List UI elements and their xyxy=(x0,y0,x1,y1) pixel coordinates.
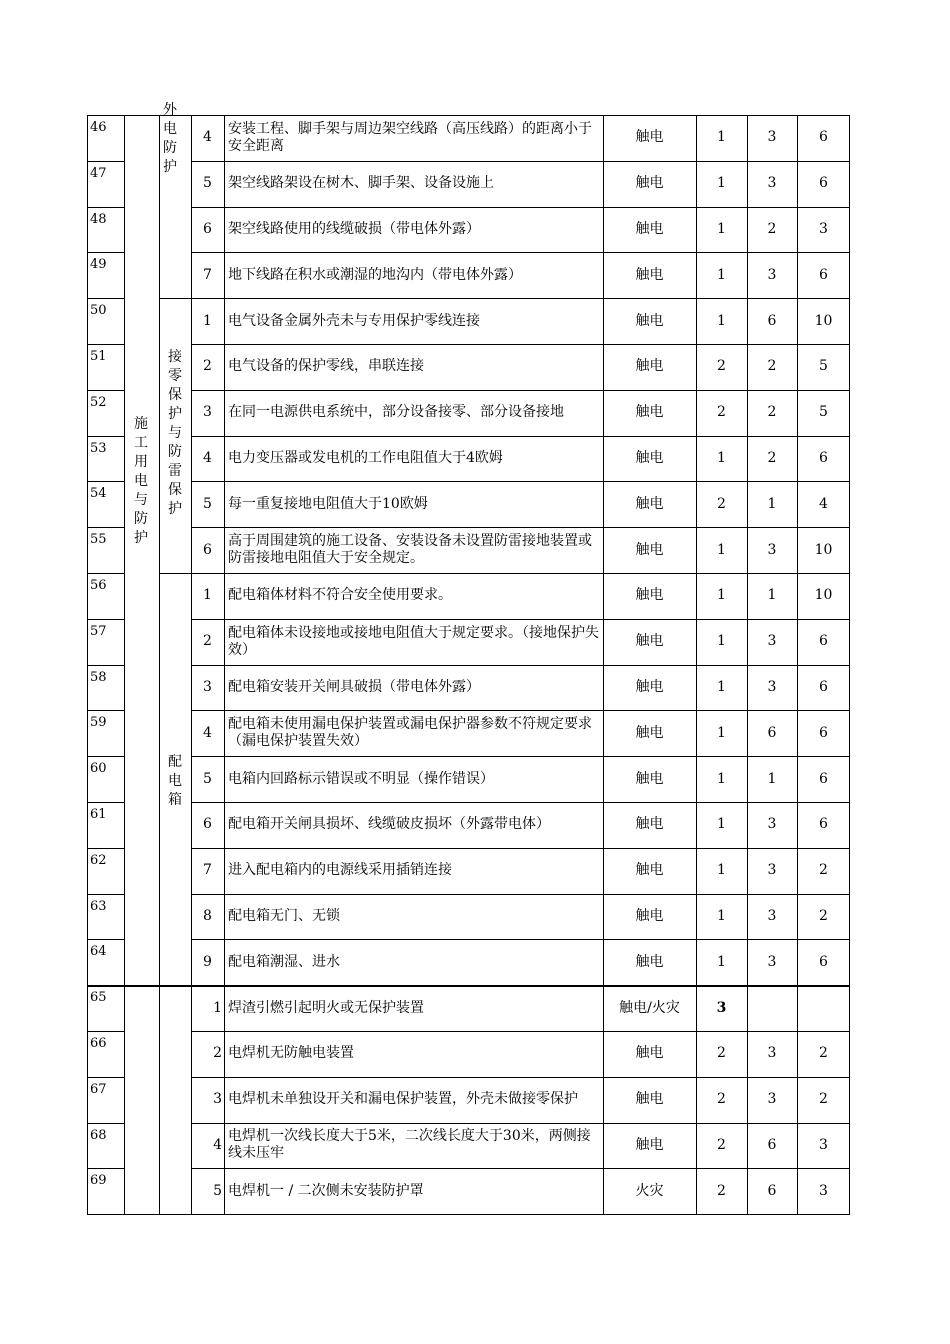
item-number: 4 xyxy=(203,129,212,146)
hazard-description: 进入配电箱内的电源线采用插销连接 xyxy=(228,862,452,879)
hazard-type: 触电 xyxy=(635,541,664,558)
score-e: 1 xyxy=(767,770,777,787)
score-l: 2 xyxy=(717,1182,726,1199)
hazard-type: 触电 xyxy=(635,678,664,695)
item-number: 9 xyxy=(203,953,212,970)
subgroup-line xyxy=(159,1214,191,1215)
hazard-type: 触电 xyxy=(635,1045,664,1062)
score-e: 3 xyxy=(767,816,777,833)
subgroup-line xyxy=(159,298,191,299)
score-e: 6 xyxy=(767,312,777,329)
score-c: 3 xyxy=(819,220,828,237)
group-label-distribution-box: 配 电 箱 xyxy=(168,754,182,808)
score-l: 1 xyxy=(717,862,726,879)
score-c: 6 xyxy=(819,953,828,970)
row-number: 69 xyxy=(90,1173,107,1189)
score-e: 3 xyxy=(767,266,777,283)
row-line-no xyxy=(87,756,124,757)
row-line-no xyxy=(87,436,124,437)
row-number: 65 xyxy=(90,990,107,1006)
score-c: 2 xyxy=(819,1045,828,1062)
hazard-type: 触电 xyxy=(635,404,664,421)
score-c: 6 xyxy=(819,449,828,466)
row-line-no xyxy=(87,298,124,299)
hazard-description: 电焊机一 / 二次侧未安装防护罩 xyxy=(228,1182,424,1199)
row-line-no xyxy=(87,710,124,711)
row-line-no xyxy=(87,344,124,345)
row-line-no xyxy=(87,1123,124,1124)
item-number: 6 xyxy=(203,541,212,558)
score-e: 3 xyxy=(767,633,777,650)
score-e: 2 xyxy=(767,449,777,466)
hazard-description: 配电箱安装开关闸具破损（带电体外露） xyxy=(228,678,480,695)
score-c: 10 xyxy=(814,312,833,329)
score-e: 3 xyxy=(767,1091,777,1108)
item-number: 1 xyxy=(203,312,212,329)
hazard-type: 触电 xyxy=(635,175,664,192)
hazard-type: 触电 xyxy=(635,907,664,924)
hazard-description: 电气设备的保护零线，串联连接 xyxy=(228,358,424,375)
hazard-description: 地下线路在积水或潮湿的地沟内（带电体外露） xyxy=(228,266,522,283)
score-e: 6 xyxy=(767,724,777,741)
hazard-type: 触电 xyxy=(635,358,664,375)
score-l: 2 xyxy=(717,1136,726,1153)
item-number: 7 xyxy=(203,266,212,283)
row-line-no xyxy=(87,1077,124,1078)
row-line-no xyxy=(87,527,124,528)
score-l: 2 xyxy=(717,495,726,512)
hazard-description: 配电箱未使用漏电保护装置或漏电保护器参数不符规定要求（漏电保护装置失效） xyxy=(228,716,592,750)
hazard-type: 火灾 xyxy=(635,1182,664,1199)
group-line xyxy=(124,115,159,116)
hazard-type: 触电 xyxy=(635,312,664,329)
row-number: 51 xyxy=(90,349,107,364)
hazard-description: 架空线路架设在树木、脚手架、设备设施上 xyxy=(228,175,494,192)
score-l: 1 xyxy=(717,541,726,558)
score-c xyxy=(797,985,850,1031)
item-number: 3 xyxy=(203,678,212,695)
score-e: 6 xyxy=(767,1136,777,1153)
item-number: 4 xyxy=(203,449,212,466)
hazard-type: 触电 xyxy=(635,724,664,741)
row-number: 49 xyxy=(90,257,107,273)
item-number: 1 xyxy=(203,587,212,604)
row-line-no xyxy=(87,252,124,253)
score-e: 3 xyxy=(767,907,777,924)
item-number: 4 xyxy=(203,724,212,741)
row-number: 64 xyxy=(90,944,107,960)
score-e xyxy=(747,985,797,1031)
row-line-no xyxy=(87,1214,124,1215)
hazard-type: 触电 xyxy=(635,129,664,146)
score-l: 2 xyxy=(717,1091,726,1108)
row-number: 67 xyxy=(90,1081,107,1097)
score-l: 1 xyxy=(717,907,726,924)
hazard-type: 触电 xyxy=(635,770,664,787)
score-e: 1 xyxy=(767,495,777,512)
hazard-description: 电焊机一次线长度大于5米，二次线长度大于30米，两侧接线未压牢 xyxy=(228,1128,591,1162)
row-line-no xyxy=(87,573,124,574)
row-line-no xyxy=(87,1031,124,1032)
score-l: 2 xyxy=(717,404,726,421)
hazard-type: 触电/火灾 xyxy=(619,999,680,1016)
group-label-construction-power: 施 工 用 电 与 防 护 xyxy=(134,416,148,546)
score-c: 10 xyxy=(814,541,833,558)
score-l: 1 xyxy=(717,129,726,146)
item-number: 3 xyxy=(203,404,212,421)
row-number: 53 xyxy=(90,440,107,456)
grid-line-cat xyxy=(159,115,160,1214)
score-l: 1 xyxy=(717,770,726,787)
hazard-type: 触电 xyxy=(635,266,664,283)
hazard-description: 电力变压器或发电机的工作电阻值大于4欧姆 xyxy=(228,449,503,466)
item-number: 5 xyxy=(203,495,212,512)
group-line xyxy=(124,1214,159,1215)
score-c: 3 xyxy=(819,1182,828,1199)
hazard-type: 触电 xyxy=(635,495,664,512)
score-c: 10 xyxy=(814,587,833,604)
score-e: 3 xyxy=(767,541,777,558)
score-l: 2 xyxy=(717,358,726,375)
group-label-external-power-protection: 外 电 防 护 xyxy=(163,102,177,175)
row-number: 61 xyxy=(90,807,107,822)
row-number: 54 xyxy=(90,486,107,502)
row-line-no xyxy=(87,619,124,620)
score-e: 3 xyxy=(767,862,777,879)
hazard-description: 高于周围建筑的施工设备、安装设备未设置防雷接地装置或防雷接地电阻值大于安全规定。 xyxy=(228,533,592,567)
row-line-no xyxy=(87,894,124,895)
item-number: 6 xyxy=(203,816,212,833)
hazard-description: 安装工程、脚手架与周边架空线路（高压线路）的距离小于安全距离 xyxy=(228,120,592,154)
score-e: 2 xyxy=(767,220,777,237)
row-line-no xyxy=(87,207,124,208)
score-e: 3 xyxy=(767,678,777,695)
score-c: 6 xyxy=(819,266,828,283)
hazard-description: 配电箱无门、无锁 xyxy=(228,907,340,924)
risk-table xyxy=(87,102,850,1215)
row-number: 46 xyxy=(90,120,107,135)
score-c: 6 xyxy=(819,724,828,741)
hazard-type: 触电 xyxy=(635,816,664,833)
hazard-description: 配电箱开关闸具损坏、线缆破皮损坏（外露带电体） xyxy=(228,816,550,833)
score-c: 6 xyxy=(819,129,828,146)
row-line-no xyxy=(87,481,124,482)
row-line-no xyxy=(87,1168,124,1169)
score-l: 1 xyxy=(717,175,726,192)
score-e: 1 xyxy=(767,587,777,604)
grid-line-no xyxy=(124,115,125,1214)
row-number: 66 xyxy=(90,1036,107,1051)
score-c: 6 xyxy=(819,816,828,833)
hazard-description: 每一重复接地电阻值大于10欧姆 xyxy=(228,495,428,512)
hazard-description: 电焊机无防触电装置 xyxy=(228,1045,354,1062)
score-l: 1 xyxy=(717,312,726,329)
item-number: 8 xyxy=(203,907,212,924)
score-c: 5 xyxy=(819,404,828,421)
hazard-description: 配电箱体材料不符合安全使用要求。 xyxy=(228,587,452,604)
hazard-type: 触电 xyxy=(635,220,664,237)
item-number: 5 xyxy=(213,1182,222,1199)
row-number: 52 xyxy=(90,394,107,410)
row-number: 59 xyxy=(90,715,107,731)
row-line-no xyxy=(87,665,124,666)
score-c: 6 xyxy=(819,175,828,192)
hazard-type: 触电 xyxy=(635,862,664,879)
row-number: 63 xyxy=(90,898,107,914)
score-l: 1 xyxy=(717,449,726,466)
item-number: 3 xyxy=(213,1091,222,1108)
row-line-no xyxy=(87,390,124,391)
hazard-description: 焊渣引燃引起明火或无保护装置 xyxy=(228,999,424,1016)
score-c: 4 xyxy=(819,495,828,512)
row-line-no xyxy=(87,939,124,940)
score-c: 2 xyxy=(819,1091,828,1108)
hazard-type: 触电 xyxy=(635,633,664,650)
score-l: 1 xyxy=(717,266,726,283)
row-number: 62 xyxy=(90,852,107,868)
hazard-description: 在同一电源供电系统中，部分设备接零、部分设备接地 xyxy=(228,404,564,421)
item-number: 4 xyxy=(213,1136,222,1153)
row-number: 50 xyxy=(90,303,107,319)
score-c: 6 xyxy=(819,633,828,650)
item-number: 5 xyxy=(203,175,212,192)
hazard-description: 配电箱潮湿、进水 xyxy=(228,953,340,970)
item-number: 2 xyxy=(213,1045,222,1062)
hazard-description: 电气设备金属外壳未与专用保护零线连接 xyxy=(228,312,480,329)
score-l: 1 xyxy=(717,816,726,833)
hazard-type: 触电 xyxy=(635,953,664,970)
score-l: 1 xyxy=(717,724,726,741)
score-e: 3 xyxy=(767,175,777,192)
item-number: 6 xyxy=(203,220,212,237)
row-line-no xyxy=(87,802,124,803)
score-c: 2 xyxy=(819,862,828,879)
score-e: 3 xyxy=(767,953,777,970)
score-l: 1 xyxy=(717,633,726,650)
score-l: 1 xyxy=(717,220,726,237)
score-l: 1 xyxy=(717,678,726,695)
score-l: 3 xyxy=(716,999,727,1016)
row-line-no xyxy=(87,848,124,849)
hazard-description: 架空线路使用的线缆破损（带电体外露） xyxy=(228,220,480,237)
row-number: 68 xyxy=(90,1127,107,1143)
hazard-type: 触电 xyxy=(635,1091,664,1108)
score-l: 1 xyxy=(717,587,726,604)
score-c: 6 xyxy=(819,770,828,787)
hazard-description: 电焊机未单独设开关和漏电保护装置，外壳未做接零保护 xyxy=(228,1091,578,1108)
score-c: 2 xyxy=(819,907,828,924)
row-number: 48 xyxy=(90,211,107,227)
hazard-description: 配电箱体未设接地或接地电阻值大于规定要求。（接地保护失效） xyxy=(228,624,599,658)
row-number: 58 xyxy=(90,669,107,685)
row-number: 55 xyxy=(90,532,107,548)
subgroup-line xyxy=(159,573,191,574)
group-label-grounding-lightning: 接 零 保 护 与 防 雷 保 护 xyxy=(168,349,182,517)
item-number: 7 xyxy=(203,862,212,879)
score-c: 6 xyxy=(819,678,828,695)
item-number: 5 xyxy=(203,770,212,787)
row-line-no xyxy=(87,115,124,116)
hazard-type: 触电 xyxy=(635,1136,664,1153)
row-number: 56 xyxy=(90,578,107,593)
score-e: 3 xyxy=(767,1045,777,1062)
row-line-no xyxy=(87,161,124,162)
score-e: 6 xyxy=(767,1182,777,1199)
score-l: 2 xyxy=(717,1045,726,1062)
score-e: 3 xyxy=(767,129,777,146)
hazard-description: 电箱内回路标示错误或不明显（操作错误） xyxy=(228,770,494,787)
hazard-type: 触电 xyxy=(635,587,664,604)
item-number: 1 xyxy=(213,999,222,1016)
hazard-type: 触电 xyxy=(635,449,664,466)
item-number: 2 xyxy=(203,358,212,375)
item-number: 2 xyxy=(203,633,212,650)
row-number: 47 xyxy=(90,165,107,181)
score-c: 5 xyxy=(819,358,828,375)
score-l: 1 xyxy=(717,953,726,970)
row-number: 57 xyxy=(90,623,107,639)
row-number: 60 xyxy=(90,761,107,777)
score-c: 3 xyxy=(819,1136,828,1153)
score-e: 2 xyxy=(767,358,777,375)
score-e: 2 xyxy=(767,404,777,421)
